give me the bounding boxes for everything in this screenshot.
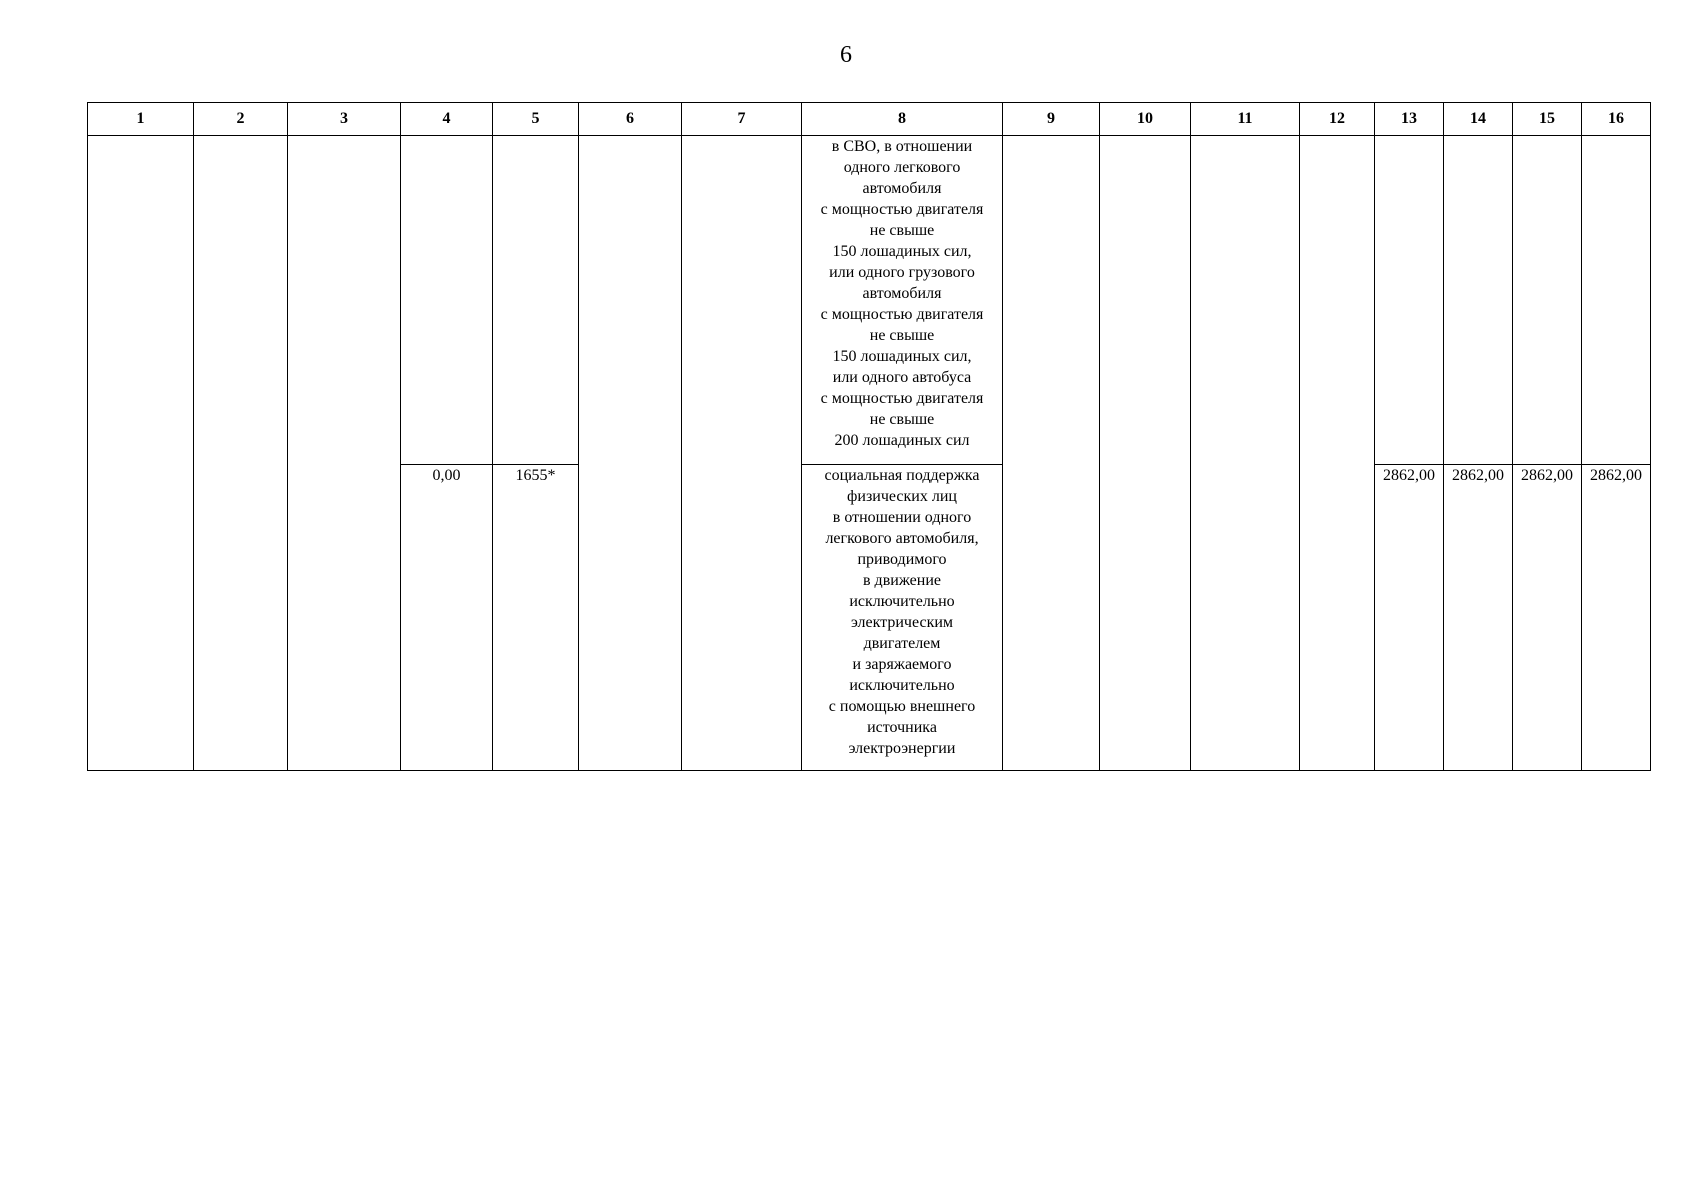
- description-line: не свыше: [869, 327, 935, 344]
- description-line: 200 лошадиных сил: [834, 432, 970, 449]
- rate-value-cell: 0,00: [401, 465, 493, 771]
- table-cell-col1: [88, 136, 194, 771]
- table-cell-col6: [579, 136, 682, 771]
- description-line: 150 лошадиных сил,: [832, 243, 972, 260]
- column-header-6: 6: [579, 103, 682, 136]
- amount-cell-col15: 2862,00: [1513, 465, 1582, 771]
- column-header-5: 5: [493, 103, 579, 136]
- description-line: исключительно: [849, 593, 955, 610]
- description-line: двигателем: [863, 635, 941, 652]
- description-line: с мощностью двигателя: [820, 201, 984, 218]
- table-cell-col7: [682, 136, 802, 771]
- description-line: не свыше: [869, 222, 935, 239]
- description-line: или одного грузового: [829, 264, 975, 281]
- amount-cell-col13: 2862,00: [1375, 465, 1444, 771]
- column-header-3: 3: [288, 103, 401, 136]
- header-row: [88, 103, 1651, 136]
- column-header-12: 12: [1300, 103, 1375, 136]
- column-header-10: 10: [1100, 103, 1191, 136]
- column-header-7: 7: [682, 103, 802, 136]
- column-header-13: 13: [1375, 103, 1444, 136]
- table-cell-col4: [401, 136, 493, 465]
- description-line: 150 лошадиных сил,: [832, 348, 972, 365]
- description-line: физических лиц: [847, 488, 957, 505]
- table-cell-col16: [1582, 136, 1651, 465]
- table-cell-col2: [194, 136, 288, 771]
- description-line: автомобиля: [862, 285, 942, 302]
- table-cell-col5: [493, 136, 579, 465]
- column-header-4: 4: [401, 103, 493, 136]
- description-line: электроэнергии: [848, 740, 956, 757]
- data-table: [87, 102, 1651, 771]
- description-line: не свыше: [869, 411, 935, 428]
- description-line: одного легкового: [843, 159, 961, 176]
- amount-cell-col16: 2862,00: [1582, 465, 1651, 771]
- benefit-description-cell: [802, 465, 1003, 771]
- description-line: легкового автомобиля,: [825, 530, 979, 547]
- table-cell-col9: [1003, 136, 1100, 771]
- column-header-15: 15: [1513, 103, 1582, 136]
- amount-cell-col14: 2862,00: [1444, 465, 1513, 771]
- description-line: с мощностью двигателя: [820, 390, 984, 407]
- column-header-16: 16: [1582, 103, 1651, 136]
- benefit-description-cell: [802, 136, 1003, 465]
- description-line: и заряжаемого: [852, 656, 952, 673]
- table-cell-col14: [1444, 136, 1513, 465]
- description-line: в отношении одного: [832, 509, 972, 526]
- description-line: или одного автобуса: [832, 369, 972, 386]
- table-cell-col10: [1100, 136, 1191, 771]
- column-header-8: 8: [802, 103, 1003, 136]
- table-cell-col15: [1513, 136, 1582, 465]
- page-number: 6: [840, 42, 852, 68]
- column-header-14: 14: [1444, 103, 1513, 136]
- description-line: автомобиля: [862, 180, 942, 197]
- description-line: в движение: [863, 572, 941, 589]
- description-line: в СВО, в отношении: [831, 138, 973, 155]
- code-value-cell: 1655*: [493, 465, 579, 771]
- table-row: [88, 136, 1651, 465]
- column-header-9: 9: [1003, 103, 1100, 136]
- description-line: приводимого: [857, 551, 947, 568]
- column-header-2: 2: [194, 103, 288, 136]
- table-cell-col13: [1375, 136, 1444, 465]
- table-cell-col12: [1300, 136, 1375, 771]
- description-line: исключительно: [849, 677, 955, 694]
- description-line: с мощностью двигателя: [820, 306, 984, 323]
- table-cell-col3: [288, 136, 401, 771]
- description-line: электрическим: [850, 614, 954, 631]
- description-line: источника: [867, 719, 937, 736]
- description-line: с помощью внешнего: [828, 698, 976, 715]
- description-line: социальная поддержка: [824, 467, 980, 484]
- column-header-11: 11: [1191, 103, 1300, 136]
- table-cell-col11: [1191, 136, 1300, 771]
- column-header-1: 1: [88, 103, 194, 136]
